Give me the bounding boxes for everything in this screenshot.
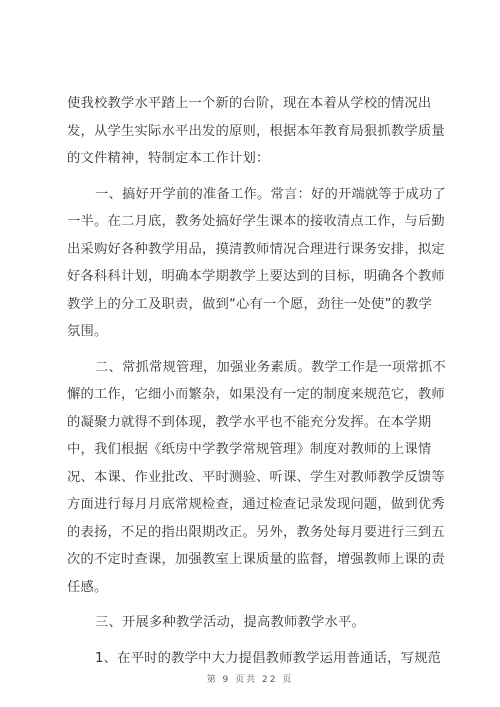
paragraph bbox=[67, 609, 433, 637]
text-line: 方面进行每月月底常规检查，通过检查记录发现问题，做到优秀 bbox=[67, 497, 445, 512]
text-line: 任感。 bbox=[67, 579, 108, 595]
text-line: 发，从学生实际水平出发的原则，根据本年教育局狠抓教学质量 bbox=[67, 123, 445, 139]
paragraph-gap bbox=[67, 637, 433, 645]
text-line: 好各科科计划，明确本学期教学上要达到的目标，明确各个教师 bbox=[67, 269, 445, 284]
text-line: 使我校教学水平踏上一个新的台阶，现在本着从学校的情况出 bbox=[67, 96, 432, 111]
text-line: 三、开展多种教学活动，提高教师教学水平。 bbox=[95, 615, 365, 630]
paragraph-gap bbox=[67, 346, 433, 354]
text-line: 1、在平时的教学中大力提倡教师教学运用普通话，写规范 bbox=[95, 650, 442, 666]
text-line: 中，我们根据《纸房中学教学常规管理》制度对教师的上课情 bbox=[67, 442, 432, 457]
paragraph bbox=[67, 645, 442, 673]
page-number-footer: 第 9 页共 22 页 bbox=[206, 675, 294, 685]
text-line: 懈的工作，它细小而繁杂，如果没有一定的制度来规范它，教师 bbox=[67, 387, 445, 402]
paragraph bbox=[67, 90, 445, 173]
text-line: 次的不定时查课，加强教室上课质量的监督，增强教师上课的责 bbox=[67, 552, 445, 567]
text-line: 的表扬，不足的指出限期改正。另外，教务处每月要进行三到五 bbox=[67, 524, 445, 540]
text-line: 教学上的分工及职责，做到“心有一个愿，劲往一处使”的教学 bbox=[67, 296, 433, 312]
paragraph bbox=[67, 354, 446, 602]
text-line: 一半。在二月底，教务处搞好学生课本的接收清点工作，与后勤 bbox=[67, 214, 445, 229]
document-body bbox=[67, 90, 446, 672]
text-line: 氛围。 bbox=[67, 324, 108, 339]
text-line: 的文件精神，特制定本工作计划： bbox=[67, 151, 270, 166]
text-line: 二、常抓常规管理，加强业务素质。教学工作是一项常抓不 bbox=[95, 359, 446, 375]
text-line: 的凝聚力就得不到体现，教学水平也不能充分发挥。在本学期 bbox=[67, 414, 432, 430]
paragraph-gap bbox=[67, 173, 433, 181]
paragraph bbox=[67, 181, 446, 346]
paragraph-gap bbox=[67, 601, 433, 609]
text-line: 一、搞好开学前的准备工作。常言：好的开端就等于成功了 bbox=[95, 186, 446, 202]
text-line: 况、本课、作业批改、平时测验、听课、学生对教师教学反馈等 bbox=[67, 469, 445, 485]
text-line: 出采购好各种教学用品，摸清教师情况合理进行课务安排，拟定 bbox=[67, 241, 445, 257]
